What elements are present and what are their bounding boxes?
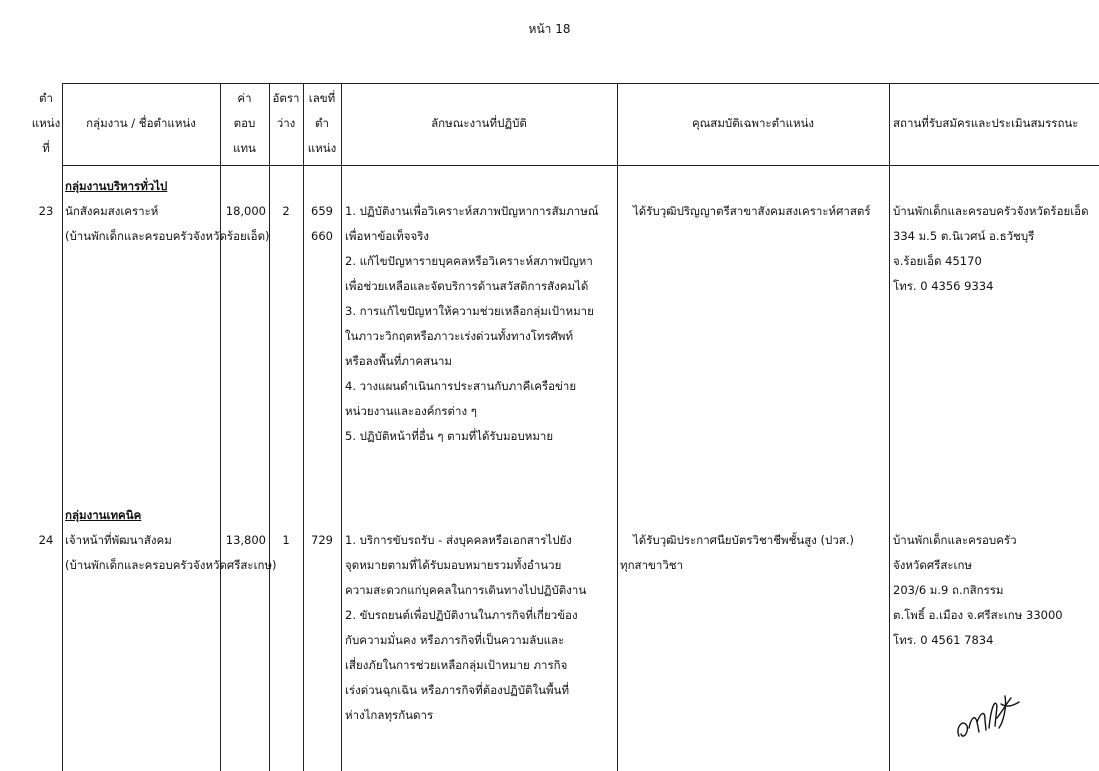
header-pay-1: ค่า bbox=[237, 91, 252, 105]
header-duties: ลักษณะงานที่ปฏิบัติ bbox=[431, 116, 527, 130]
duty-line: กับความมั่นคง หรือภารกิจที่เป็นความลับและ bbox=[345, 633, 565, 647]
duty-line: เร่งด่วนฉุกเฉิน หรือภารกิจที่ต้องปฏิบัติในพื้นที่ bbox=[345, 683, 570, 697]
header-rate-1: อัตรา bbox=[272, 91, 300, 105]
signature-image bbox=[953, 688, 1023, 748]
place-line: จ.ร้อยเอ็ด 45170 bbox=[893, 254, 982, 268]
position-unit: (บ้านพักเด็กและครอบครัวจังหวัดร้อยเอ็ด) bbox=[65, 229, 270, 243]
position-no: 23 bbox=[38, 204, 54, 218]
duty-line: หรือลงพื้นที่ภาคสนาม bbox=[345, 354, 452, 368]
header-pos-1: ตำ bbox=[39, 91, 53, 105]
place-line: โทร. 0 4561 7834 bbox=[893, 633, 994, 647]
duty-line: ในภาวะวิกฤตหรือภาวะเร่งด่วนทั้งทางโทรศัพท์ bbox=[345, 329, 574, 343]
place-line: 203/6 ม.9 ถ.กสิกรรม bbox=[893, 583, 1004, 597]
header-pay-3: แทน bbox=[233, 141, 256, 155]
pay-value: 13,800 bbox=[225, 533, 266, 547]
header-rate-2: ว่าง bbox=[276, 116, 296, 130]
duty-line: หน่วยงานและองค์กรต่าง ๆ bbox=[345, 404, 477, 418]
table-top-border bbox=[62, 83, 1099, 84]
duty-line: ความสะดวกแก่บุคคลในการเดินทางไปปฏิบัติงาน bbox=[345, 583, 587, 597]
place-line: บ้านพักเด็กและครอบครัว bbox=[893, 533, 1017, 547]
header-pay-2: ตอบ bbox=[233, 116, 256, 130]
col-divider bbox=[341, 83, 342, 771]
col-divider bbox=[269, 83, 270, 771]
duty-line: 1. บริการขับรถรับ - ส่งบุคคลหรือเอกสารไปยัง bbox=[345, 533, 572, 547]
position-number: 659 bbox=[311, 204, 333, 218]
rate-value: 2 bbox=[282, 204, 290, 218]
header-num-1: เลขที่ bbox=[308, 91, 336, 105]
qualification-line: ได้รับวุฒิประกาศนียบัตรวิชาชีพชั้นสูง (ปวส.) bbox=[633, 533, 854, 547]
header-qualification: คุณสมบัติเฉพาะตำแหน่ง bbox=[691, 116, 815, 130]
duty-line: ห่างไกลทุรกันดาร bbox=[345, 708, 434, 722]
header-place: สถานที่รับสมัครและประเมินสมรรถนะ bbox=[893, 116, 1079, 130]
duty-line: จุดหมายตามที่ได้รับมอบหมายรวมทั้งอำนวย bbox=[345, 558, 562, 572]
position-name: เจ้าหน้าที่พัฒนาสังคม bbox=[65, 533, 172, 547]
place-line: จังหวัดศรีสะเกษ bbox=[893, 558, 973, 572]
duty-line: 4. วางแผนดำเนินการประสานกับภาคีเครือข่าย bbox=[345, 379, 577, 393]
col-divider bbox=[617, 83, 618, 771]
rate-value: 1 bbox=[282, 533, 290, 547]
col-divider bbox=[220, 83, 221, 771]
qualification-line: ทุกสาขาวิชา bbox=[620, 558, 684, 572]
duty-line: 2. แก้ไขปัญหารายบุคคลหรือวิเคราะห์สภาพปัญหา bbox=[345, 254, 593, 268]
header-num-2: ตำ bbox=[315, 116, 329, 130]
duty-line: 2. ขับรถยนต์เพื่อปฏิบัติงานในภารกิจที่เกี่ยวข้อง bbox=[345, 608, 578, 622]
position-name: นักสังคมสงเคราะห์ bbox=[65, 204, 159, 218]
group-title: กลุ่มงานเทคนิค bbox=[65, 508, 142, 522]
place-line: โทร. 0 4356 9334 bbox=[893, 279, 994, 293]
duty-line: 5. ปฏิบัติหน้าที่อื่น ๆ ตามที่ได้รับมอบหมาย bbox=[345, 429, 554, 443]
header-group: กลุ่มงาน / ชื่อตำแหน่ง bbox=[86, 116, 196, 130]
position-unit: (บ้านพักเด็กและครอบครัวจังหวัดศรีสะเกษ) bbox=[65, 558, 277, 572]
header-num-3: แหน่ง bbox=[307, 141, 337, 155]
duty-line: เพื่อช่วยเหลือและจัดบริการด้านสวัสดิการสังคมได้ bbox=[345, 279, 589, 293]
place-line: บ้านพักเด็กและครอบครัวจังหวัดร้อยเอ็ด bbox=[893, 204, 1089, 218]
col-divider bbox=[303, 83, 304, 771]
duty-line: 1. ปฏิบัติงานเพื่อวิเคราะห์สภาพปัญหาการสัมภาษณ์ bbox=[345, 204, 599, 218]
qualification-line: ได้รับวุฒิปริญญาตรีสาขาสังคมสงเคราะห์ศาสตร์ bbox=[633, 204, 871, 218]
group-title: กลุ่มงานบริหารทั่วไป bbox=[65, 179, 168, 193]
duty-line: เพื่อหาข้อเท็จจริง bbox=[345, 229, 430, 243]
header-pos-2: แหน่ง bbox=[31, 116, 61, 130]
place-line: ต.โพธิ์ อ.เมือง จ.ศรีสะเกษ 33000 bbox=[893, 608, 1063, 622]
col-divider bbox=[889, 83, 890, 771]
place-line: 334 ม.5 ต.นิเวศน์ อ.ธวัชบุรี bbox=[893, 229, 1035, 243]
header-bottom-border bbox=[62, 165, 1099, 166]
header-pos-3: ที่ bbox=[42, 141, 50, 155]
duty-line: 3. การแก้ไขปัญหาให้ความช่วยเหลือกลุ่มเป้าหมาย bbox=[345, 304, 594, 318]
pay-value: 18,000 bbox=[225, 204, 266, 218]
duty-line: เสี่ยงภัยในการช่วยเหลือกลุ่มเป้าหมาย ภารกิจ bbox=[345, 658, 568, 672]
position-number: 729 bbox=[311, 533, 333, 547]
page-number: หน้า 18 bbox=[528, 22, 571, 36]
position-no: 24 bbox=[38, 533, 54, 547]
col-divider bbox=[62, 83, 63, 771]
position-number: 660 bbox=[311, 229, 333, 243]
